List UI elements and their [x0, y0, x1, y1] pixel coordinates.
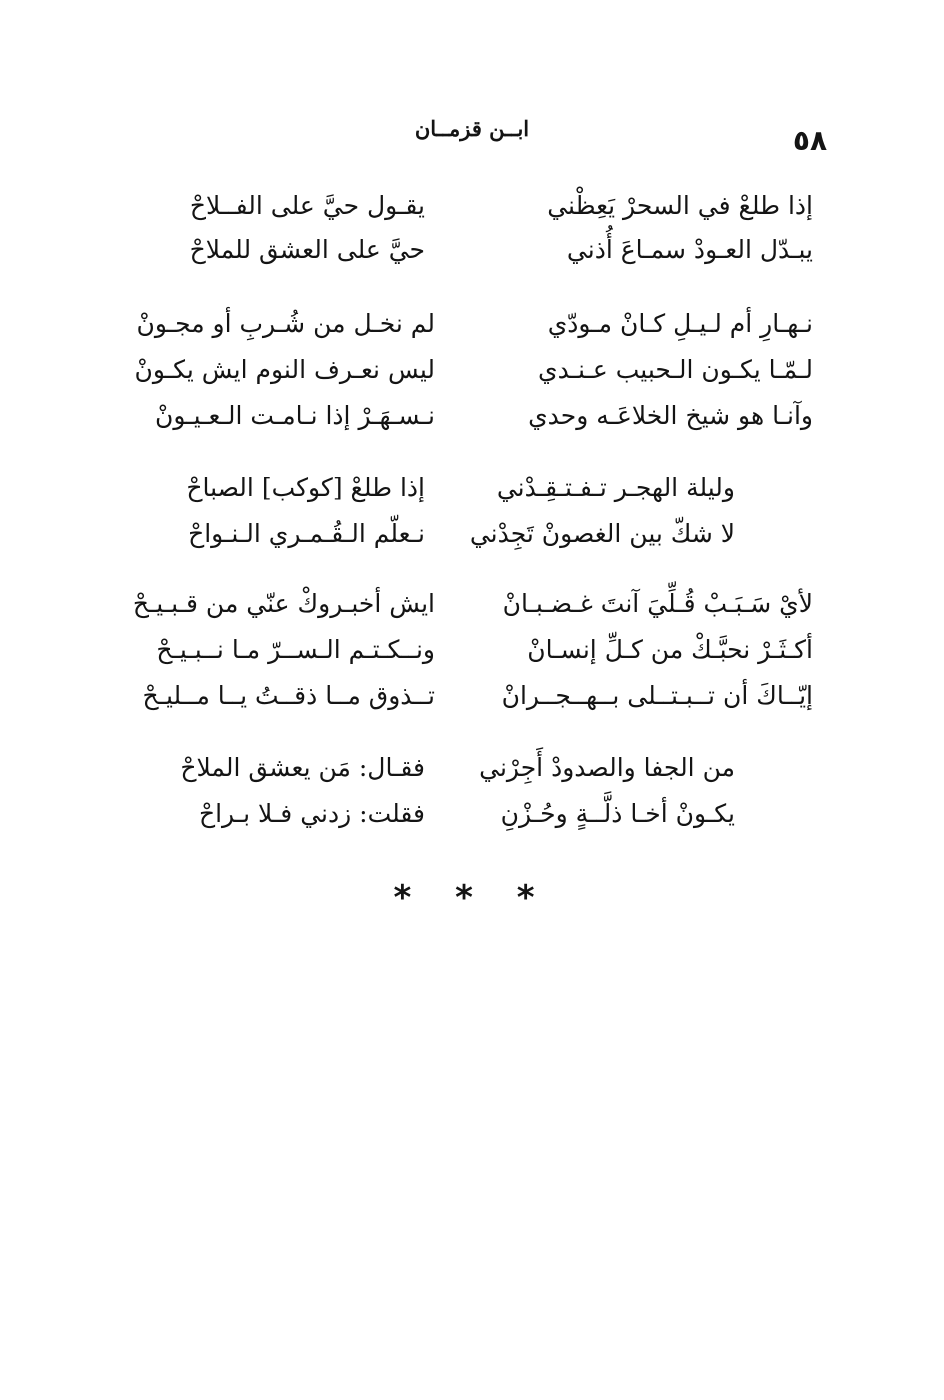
- poem-line: [0, 514, 944, 554]
- poem-line: [0, 186, 944, 226]
- poem-line: [0, 794, 944, 834]
- running-header: ابــن قزمــان: [414, 116, 530, 141]
- poem-line: [0, 468, 944, 508]
- poem-line: [0, 230, 944, 270]
- hemistich-left: ونــكـتـم الـســرّ مـا نــبـيـحْ: [156, 635, 435, 664]
- hemistich-right: لـمّـا يكـون الـحبيب عـنـدي: [538, 355, 813, 384]
- hemistich-left: ايش أخبـروكْ عنّي من قـبـيـحْ: [132, 589, 435, 618]
- hemistich-right: من الجفا والصدودْ أَجِرْني: [479, 753, 735, 782]
- hemistich-left: يقـول حيَّ على الفــلاحْ: [189, 191, 425, 220]
- page-number: ٥٨: [792, 124, 828, 157]
- section-separator: * * *: [393, 878, 551, 918]
- hemistich-right: يكـونْ أخـا ذلَّــةٍ وحُـزْنِ: [500, 799, 735, 828]
- poem-line: [0, 676, 944, 716]
- hemistich-left: حيَّ على العشق للملاحْ: [189, 235, 425, 264]
- hemistich-left: ليس نعـرف النوم ايش يكـونْ: [134, 355, 435, 384]
- hemistich-right: نـهـارِ أم لـيـلِ كـانْ مـودّي: [547, 309, 813, 338]
- hemistich-right: إيّــاكَ أن تــبـتــلى بــهــجــرانْ: [501, 681, 813, 710]
- hemistich-left: لم نخـل من شُـربِ أو مجـونْ: [136, 309, 435, 338]
- hemistich-right: يبـدّل العـودْ سمـاعَ أُذني: [566, 235, 813, 264]
- poem-line: [0, 748, 944, 788]
- poem-line: [0, 396, 944, 436]
- hemistich-left: نـعلّم الـقُـمـري الـنـواحْ: [188, 519, 425, 548]
- hemistich-left: نـسـهَـرْ إذا نـامـت الـعـيـونْ: [155, 401, 435, 430]
- hemistich-right: لا شكّ بين الغصونْ تَجِدْني: [469, 519, 735, 548]
- hemistich-left: إذا طلعْ [كوكب] الصباحْ: [186, 473, 425, 502]
- hemistich-right: وآنـا هو شيخ الخلاعَـه وحدي: [528, 401, 813, 430]
- hemistich-left: تــذوق مــا ذقــتُ يــا مــليـحْ: [142, 681, 435, 710]
- hemistich-right: إذا طلعْ في السحرْ يَعِظْني: [547, 191, 813, 220]
- hemistich-right: لأيْ سَـبَـبْ قُـلِّيَ آنتَ غـضـبـانْ: [502, 589, 813, 618]
- poem-line: [0, 630, 944, 670]
- poem-line: [0, 304, 944, 344]
- poem-line: [0, 584, 944, 624]
- hemistich-right: وليلة الهجـر تـفـتـقِـدْني: [496, 473, 735, 502]
- poem-line: [0, 350, 944, 390]
- hemistich-right: أكـثَـرْ نحبَّـكْ من كـلِّ إنسـانْ: [527, 635, 813, 664]
- hemistich-left: فقـال: مَن يعشق الملاحْ: [180, 753, 425, 782]
- hemistich-left: فقلت: زدني فـلا بـراحْ: [198, 799, 425, 828]
